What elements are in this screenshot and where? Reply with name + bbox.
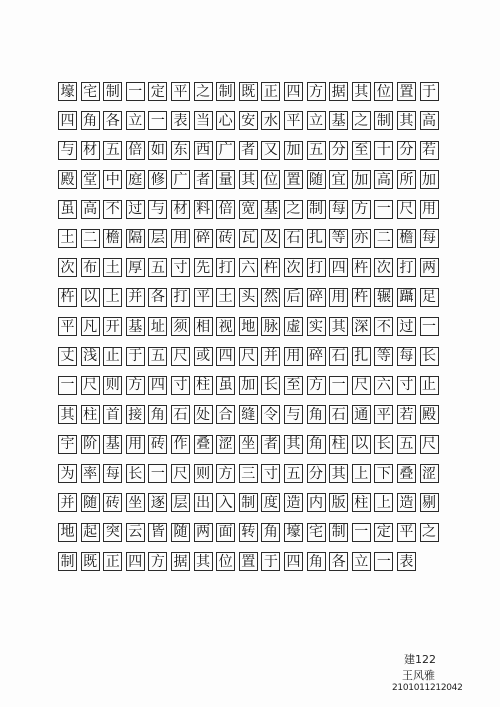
- character-cell: 柱: [352, 493, 371, 512]
- character-cell: 分: [307, 464, 326, 483]
- character-cell: 者: [194, 170, 213, 189]
- character-cell: 各: [329, 552, 348, 571]
- character-cell: 四: [148, 376, 167, 395]
- character-cell: 广: [216, 141, 235, 160]
- character-cell: 宇: [58, 435, 77, 454]
- character-cell: 砖: [216, 229, 235, 248]
- character-cell: 壕: [284, 523, 303, 542]
- character-cell: 不: [374, 317, 393, 336]
- character-cell: 长: [374, 435, 393, 454]
- character-cell: 碎: [307, 288, 326, 307]
- character-cell: 既: [81, 552, 100, 571]
- character-cell: 立: [352, 552, 371, 571]
- character-cell: 上: [352, 464, 371, 483]
- character-cell: 随: [171, 523, 190, 542]
- character-cell: 随: [307, 170, 326, 189]
- character-cell: 五: [103, 141, 122, 160]
- character-cell: 平: [194, 288, 213, 307]
- character-cell: 寸: [171, 258, 190, 277]
- character-cell: 布: [81, 258, 100, 277]
- character-cell: 宅: [307, 523, 326, 542]
- character-cell: 等: [329, 229, 348, 248]
- character-cell: 造: [397, 493, 416, 512]
- character-cell: 制: [103, 82, 122, 101]
- character-cell: 平: [171, 82, 190, 101]
- character-cell: 丈: [58, 347, 77, 366]
- character-cell: 涩: [216, 435, 235, 454]
- character-cell: 土: [216, 288, 235, 307]
- character-cell: 基: [261, 200, 280, 219]
- character-cell: 四: [329, 258, 348, 277]
- character-cell: 各: [103, 111, 122, 130]
- character-cell: 杵: [352, 258, 371, 277]
- character-cell: 尺: [171, 347, 190, 366]
- character-cell: 用: [284, 347, 303, 366]
- character-cell: 并: [126, 288, 145, 307]
- character-cell: 打: [307, 258, 326, 277]
- character-cell: 出: [194, 493, 213, 512]
- character-cell: 如: [148, 141, 167, 160]
- character-cell: 角: [148, 405, 167, 424]
- character-cell: 视: [216, 317, 235, 336]
- character-cell: 尺: [397, 200, 416, 219]
- character-cell: 当: [194, 111, 213, 130]
- character-cell: 修: [148, 170, 167, 189]
- character-cell: 用: [171, 229, 190, 248]
- character-cell: 等: [374, 347, 393, 366]
- character-cell: 石: [284, 229, 303, 248]
- character-cell: 与: [284, 405, 303, 424]
- character-cell: 每: [420, 229, 439, 248]
- character-cell: 则: [103, 376, 122, 395]
- character-cell: 打: [397, 258, 416, 277]
- character-cell: 并: [261, 347, 280, 366]
- character-cell: 与: [148, 200, 167, 219]
- character-cell: 所: [397, 170, 416, 189]
- character-cell: 四: [126, 552, 145, 571]
- character-cell: 料: [194, 200, 213, 219]
- character-cell: 倍: [216, 200, 235, 219]
- character-cell: 柱: [194, 376, 213, 395]
- character-cell: 与: [58, 141, 77, 160]
- character-cell: 分: [397, 141, 416, 160]
- character-cell: 广: [171, 170, 190, 189]
- character-cell: 角: [307, 435, 326, 454]
- character-cell: 虚: [284, 317, 303, 336]
- character-cell: 上: [103, 288, 122, 307]
- character-cell: 尺: [239, 347, 258, 366]
- character-cell: 殿: [58, 170, 77, 189]
- character-cell: 角: [307, 552, 326, 571]
- character-cell: 处: [194, 405, 213, 424]
- character-cell: 置: [284, 170, 303, 189]
- character-cell: 版: [329, 493, 348, 512]
- character-cell: 层: [171, 493, 190, 512]
- character-cell: 杵: [261, 258, 280, 277]
- signature-block: [392, 651, 482, 701]
- character-cell: 于: [420, 82, 439, 101]
- character-cell: 柱: [329, 435, 348, 454]
- character-cell: 打: [216, 258, 235, 277]
- character-cell: 尺: [171, 464, 190, 483]
- character-cell: 开: [103, 317, 122, 336]
- character-cell: 躡: [397, 288, 416, 307]
- character-cell: 浅: [81, 347, 100, 366]
- character-cell: 方: [148, 552, 167, 571]
- character-cell: 逐: [148, 493, 167, 512]
- character-cell: 一: [58, 376, 77, 395]
- character-cell: 尺: [420, 435, 439, 454]
- student-id: 2101011212042: [392, 683, 463, 693]
- character-cell: 其: [239, 170, 258, 189]
- character-cell: 转: [239, 523, 258, 542]
- character-cell: 叠: [397, 464, 416, 483]
- character-cell: 次: [58, 258, 77, 277]
- character-cell: 长: [126, 464, 145, 483]
- character-cell: 叠: [194, 435, 213, 454]
- character-cell: 倍: [126, 141, 145, 160]
- character-cell: 亦: [352, 229, 371, 248]
- character-cell: 剔: [420, 493, 439, 512]
- character-cell: 杵: [58, 288, 77, 307]
- character-cell: 平: [397, 523, 416, 542]
- character-cell: 若: [397, 405, 416, 424]
- character-cell: 寸: [397, 376, 416, 395]
- character-cell: 土: [58, 229, 77, 248]
- character-cell: 材: [81, 141, 100, 160]
- character-cell: 杵: [352, 288, 371, 307]
- character-cell: 壕: [58, 82, 77, 101]
- character-cell: 制: [239, 493, 258, 512]
- character-cell: 加: [352, 170, 371, 189]
- character-cell: 水: [261, 111, 280, 130]
- character-cell: 定: [148, 82, 167, 101]
- character-grid: [58, 82, 439, 571]
- character-cell: 造: [284, 493, 303, 512]
- character-cell: 平: [374, 405, 393, 424]
- character-cell: 方: [307, 82, 326, 101]
- character-cell: 据: [329, 82, 348, 101]
- character-cell: 辗: [374, 288, 393, 307]
- character-cell: 内: [307, 493, 326, 512]
- character-cell: 一: [352, 523, 371, 542]
- character-cell: 通: [352, 405, 371, 424]
- character-cell: 五: [307, 141, 326, 160]
- character-cell: 表: [171, 111, 190, 130]
- character-cell: 接: [126, 405, 145, 424]
- character-cell: 长: [261, 376, 280, 395]
- character-cell: 首: [103, 405, 122, 424]
- character-cell: 隔: [126, 229, 145, 248]
- character-cell: 其: [194, 552, 213, 571]
- character-cell: 其: [329, 464, 348, 483]
- character-cell: 或: [194, 347, 213, 366]
- character-cell: 加: [239, 376, 258, 395]
- character-cell: 先: [194, 258, 213, 277]
- character-cell: 凡: [81, 317, 100, 336]
- character-cell: 十: [374, 141, 393, 160]
- character-cell: 然: [261, 288, 280, 307]
- character-cell: 坐: [126, 493, 145, 512]
- character-cell: 制: [374, 111, 393, 130]
- character-cell: 不: [103, 200, 122, 219]
- character-cell: 寸: [261, 464, 280, 483]
- character-cell: 率: [81, 464, 100, 483]
- character-cell: 其: [397, 111, 416, 130]
- character-cell: 高: [420, 111, 439, 130]
- character-cell: 石: [171, 405, 190, 424]
- character-cell: 一: [374, 200, 393, 219]
- character-cell: 地: [239, 317, 258, 336]
- character-cell: 量: [216, 170, 235, 189]
- character-cell: 五: [148, 258, 167, 277]
- character-cell: 正: [261, 82, 280, 101]
- character-cell: 度: [261, 493, 280, 512]
- character-cell: 立: [307, 111, 326, 130]
- character-cell: 止: [103, 347, 122, 366]
- character-cell: 打: [171, 288, 190, 307]
- character-cell: 庭: [126, 170, 145, 189]
- character-cell: 止: [420, 376, 439, 395]
- character-cell: 扎: [352, 347, 371, 366]
- character-cell: 深: [352, 317, 371, 336]
- character-cell: 以: [81, 288, 100, 307]
- character-cell: 足: [420, 288, 439, 307]
- character-cell: 一: [148, 464, 167, 483]
- character-cell: 作: [171, 435, 190, 454]
- character-cell: 之: [284, 200, 303, 219]
- character-cell: 方: [307, 376, 326, 395]
- character-cell: 表: [397, 552, 416, 571]
- character-cell: 碎: [307, 347, 326, 366]
- character-cell: 皆: [148, 523, 167, 542]
- character-cell: 头: [239, 288, 258, 307]
- character-cell: 用: [329, 288, 348, 307]
- character-cell: 其: [329, 317, 348, 336]
- character-cell: 两: [194, 523, 213, 542]
- character-cell: 材: [171, 200, 190, 219]
- character-cell: 则: [194, 464, 213, 483]
- character-cell: 角: [261, 523, 280, 542]
- class-label: 建122: [404, 653, 436, 666]
- student-name: 王风雅: [402, 669, 435, 682]
- character-cell: 次: [284, 258, 303, 277]
- character-cell: 长: [420, 347, 439, 366]
- character-cell: 次: [374, 258, 393, 277]
- character-cell: 位: [216, 552, 235, 571]
- character-cell: 分: [329, 141, 348, 160]
- character-cell: 四: [284, 82, 303, 101]
- character-cell: 正: [103, 552, 122, 571]
- character-cell: 砖: [103, 493, 122, 512]
- character-cell: 者: [261, 435, 280, 454]
- character-cell: 面: [216, 523, 235, 542]
- character-cell: 寸: [171, 376, 190, 395]
- character-cell: 基: [103, 435, 122, 454]
- character-cell: 其: [58, 405, 77, 424]
- character-cell: 用: [420, 200, 439, 219]
- character-cell: 置: [397, 82, 416, 101]
- character-cell: 五: [397, 435, 416, 454]
- character-cell: 中: [103, 170, 122, 189]
- character-cell: 石: [329, 347, 348, 366]
- character-cell: 瓦: [239, 229, 258, 248]
- character-cell: 虽: [216, 376, 235, 395]
- character-cell: 扎: [307, 229, 326, 248]
- character-cell: 宅: [81, 82, 100, 101]
- character-cell: 四: [58, 111, 77, 130]
- character-cell: 殿: [420, 405, 439, 424]
- character-cell: 一: [420, 317, 439, 336]
- character-cell: 五: [148, 347, 167, 366]
- character-cell: 基: [126, 317, 145, 336]
- character-cell: 脉: [261, 317, 280, 336]
- character-cell: 起: [81, 523, 100, 542]
- character-cell: 位: [261, 170, 280, 189]
- character-cell: 每: [329, 200, 348, 219]
- character-cell: 坐: [239, 435, 258, 454]
- character-cell: 角: [307, 405, 326, 424]
- character-cell: 一: [126, 82, 145, 101]
- character-cell: 四: [216, 347, 235, 366]
- character-cell: 角: [81, 111, 100, 130]
- character-cell: 相: [194, 317, 213, 336]
- character-cell: 心: [216, 111, 235, 130]
- character-cell: 又: [261, 141, 280, 160]
- character-cell: 后: [284, 288, 303, 307]
- character-cell: 之: [420, 523, 439, 542]
- character-cell: 用: [126, 435, 145, 454]
- character-cell: 随: [81, 493, 100, 512]
- character-cell: 突: [103, 523, 122, 542]
- character-cell: 尺: [352, 376, 371, 395]
- character-cell: 立: [126, 111, 145, 130]
- character-cell: 石: [329, 405, 348, 424]
- character-cell: 涩: [420, 464, 439, 483]
- character-cell: 一: [329, 376, 348, 395]
- character-cell: 以: [352, 435, 371, 454]
- character-cell: 令: [261, 405, 280, 424]
- character-cell: 既: [239, 82, 258, 101]
- character-cell: 制: [307, 200, 326, 219]
- character-cell: 制: [329, 523, 348, 542]
- character-cell: 三: [239, 464, 258, 483]
- character-cell: 于: [261, 552, 280, 571]
- character-cell: 六: [239, 258, 258, 277]
- character-cell: 据: [171, 552, 190, 571]
- character-cell: 虽: [58, 200, 77, 219]
- character-cell: 下: [374, 464, 393, 483]
- character-cell: 层: [148, 229, 167, 248]
- character-cell: 入: [216, 493, 235, 512]
- character-cell: 高: [374, 170, 393, 189]
- character-cell: 址: [148, 317, 167, 336]
- character-cell: 砖: [148, 435, 167, 454]
- character-cell: 厚: [126, 258, 145, 277]
- character-cell: 柱: [81, 405, 100, 424]
- character-cell: 置: [239, 552, 258, 571]
- character-cell: 位: [374, 82, 393, 101]
- character-cell: 定: [374, 523, 393, 542]
- character-cell: 土: [103, 258, 122, 277]
- character-cell: 制: [58, 552, 77, 571]
- character-cell: 若: [420, 141, 439, 160]
- character-cell: 须: [171, 317, 190, 336]
- character-cell: 地: [58, 523, 77, 542]
- character-cell: 过: [397, 317, 416, 336]
- character-cell: 堂: [81, 170, 100, 189]
- character-cell: 至: [352, 141, 371, 160]
- character-cell: 实: [307, 317, 326, 336]
- character-cell: 高: [81, 200, 100, 219]
- character-cell: 加: [284, 141, 303, 160]
- character-cell: 宽: [239, 200, 258, 219]
- character-cell: 平: [58, 317, 77, 336]
- character-cell: 之: [352, 111, 371, 130]
- character-cell: 方: [126, 376, 145, 395]
- character-cell: 基: [329, 111, 348, 130]
- character-cell: 缝: [239, 405, 258, 424]
- character-cell: 于: [126, 347, 145, 366]
- character-cell: 五: [284, 464, 303, 483]
- character-cell: 西: [194, 141, 213, 160]
- character-cell: 云: [126, 523, 145, 542]
- character-cell: 两: [420, 258, 439, 277]
- character-cell: 四: [284, 552, 303, 571]
- character-cell: 上: [374, 493, 393, 512]
- character-cell: 方: [216, 464, 235, 483]
- character-cell: 宜: [329, 170, 348, 189]
- character-cell: 一: [148, 111, 167, 130]
- character-cell: 加: [420, 170, 439, 189]
- character-cell: 之: [194, 82, 213, 101]
- character-cell: 檐: [103, 229, 122, 248]
- character-cell: 各: [148, 288, 167, 307]
- character-cell: 过: [126, 200, 145, 219]
- character-cell: 二: [374, 229, 393, 248]
- character-cell: 檐: [397, 229, 416, 248]
- character-cell: 其: [352, 82, 371, 101]
- character-cell: 每: [397, 347, 416, 366]
- character-cell: 东: [171, 141, 190, 160]
- character-cell: 制: [216, 82, 235, 101]
- character-cell: 二: [81, 229, 100, 248]
- character-cell: 为: [58, 464, 77, 483]
- character-cell: 至: [284, 376, 303, 395]
- character-cell: 每: [103, 464, 122, 483]
- character-cell: 一: [374, 552, 393, 571]
- character-cell: 合: [216, 405, 235, 424]
- character-cell: 安: [239, 111, 258, 130]
- character-cell: 者: [239, 141, 258, 160]
- character-cell: 及: [261, 229, 280, 248]
- character-cell: 六: [374, 376, 393, 395]
- character-cell: 其: [284, 435, 303, 454]
- character-cell: 碎: [194, 229, 213, 248]
- character-cell: 方: [352, 200, 371, 219]
- character-cell: 并: [58, 493, 77, 512]
- character-cell: 阶: [81, 435, 100, 454]
- character-cell: 平: [284, 111, 303, 130]
- character-cell: 尺: [81, 376, 100, 395]
